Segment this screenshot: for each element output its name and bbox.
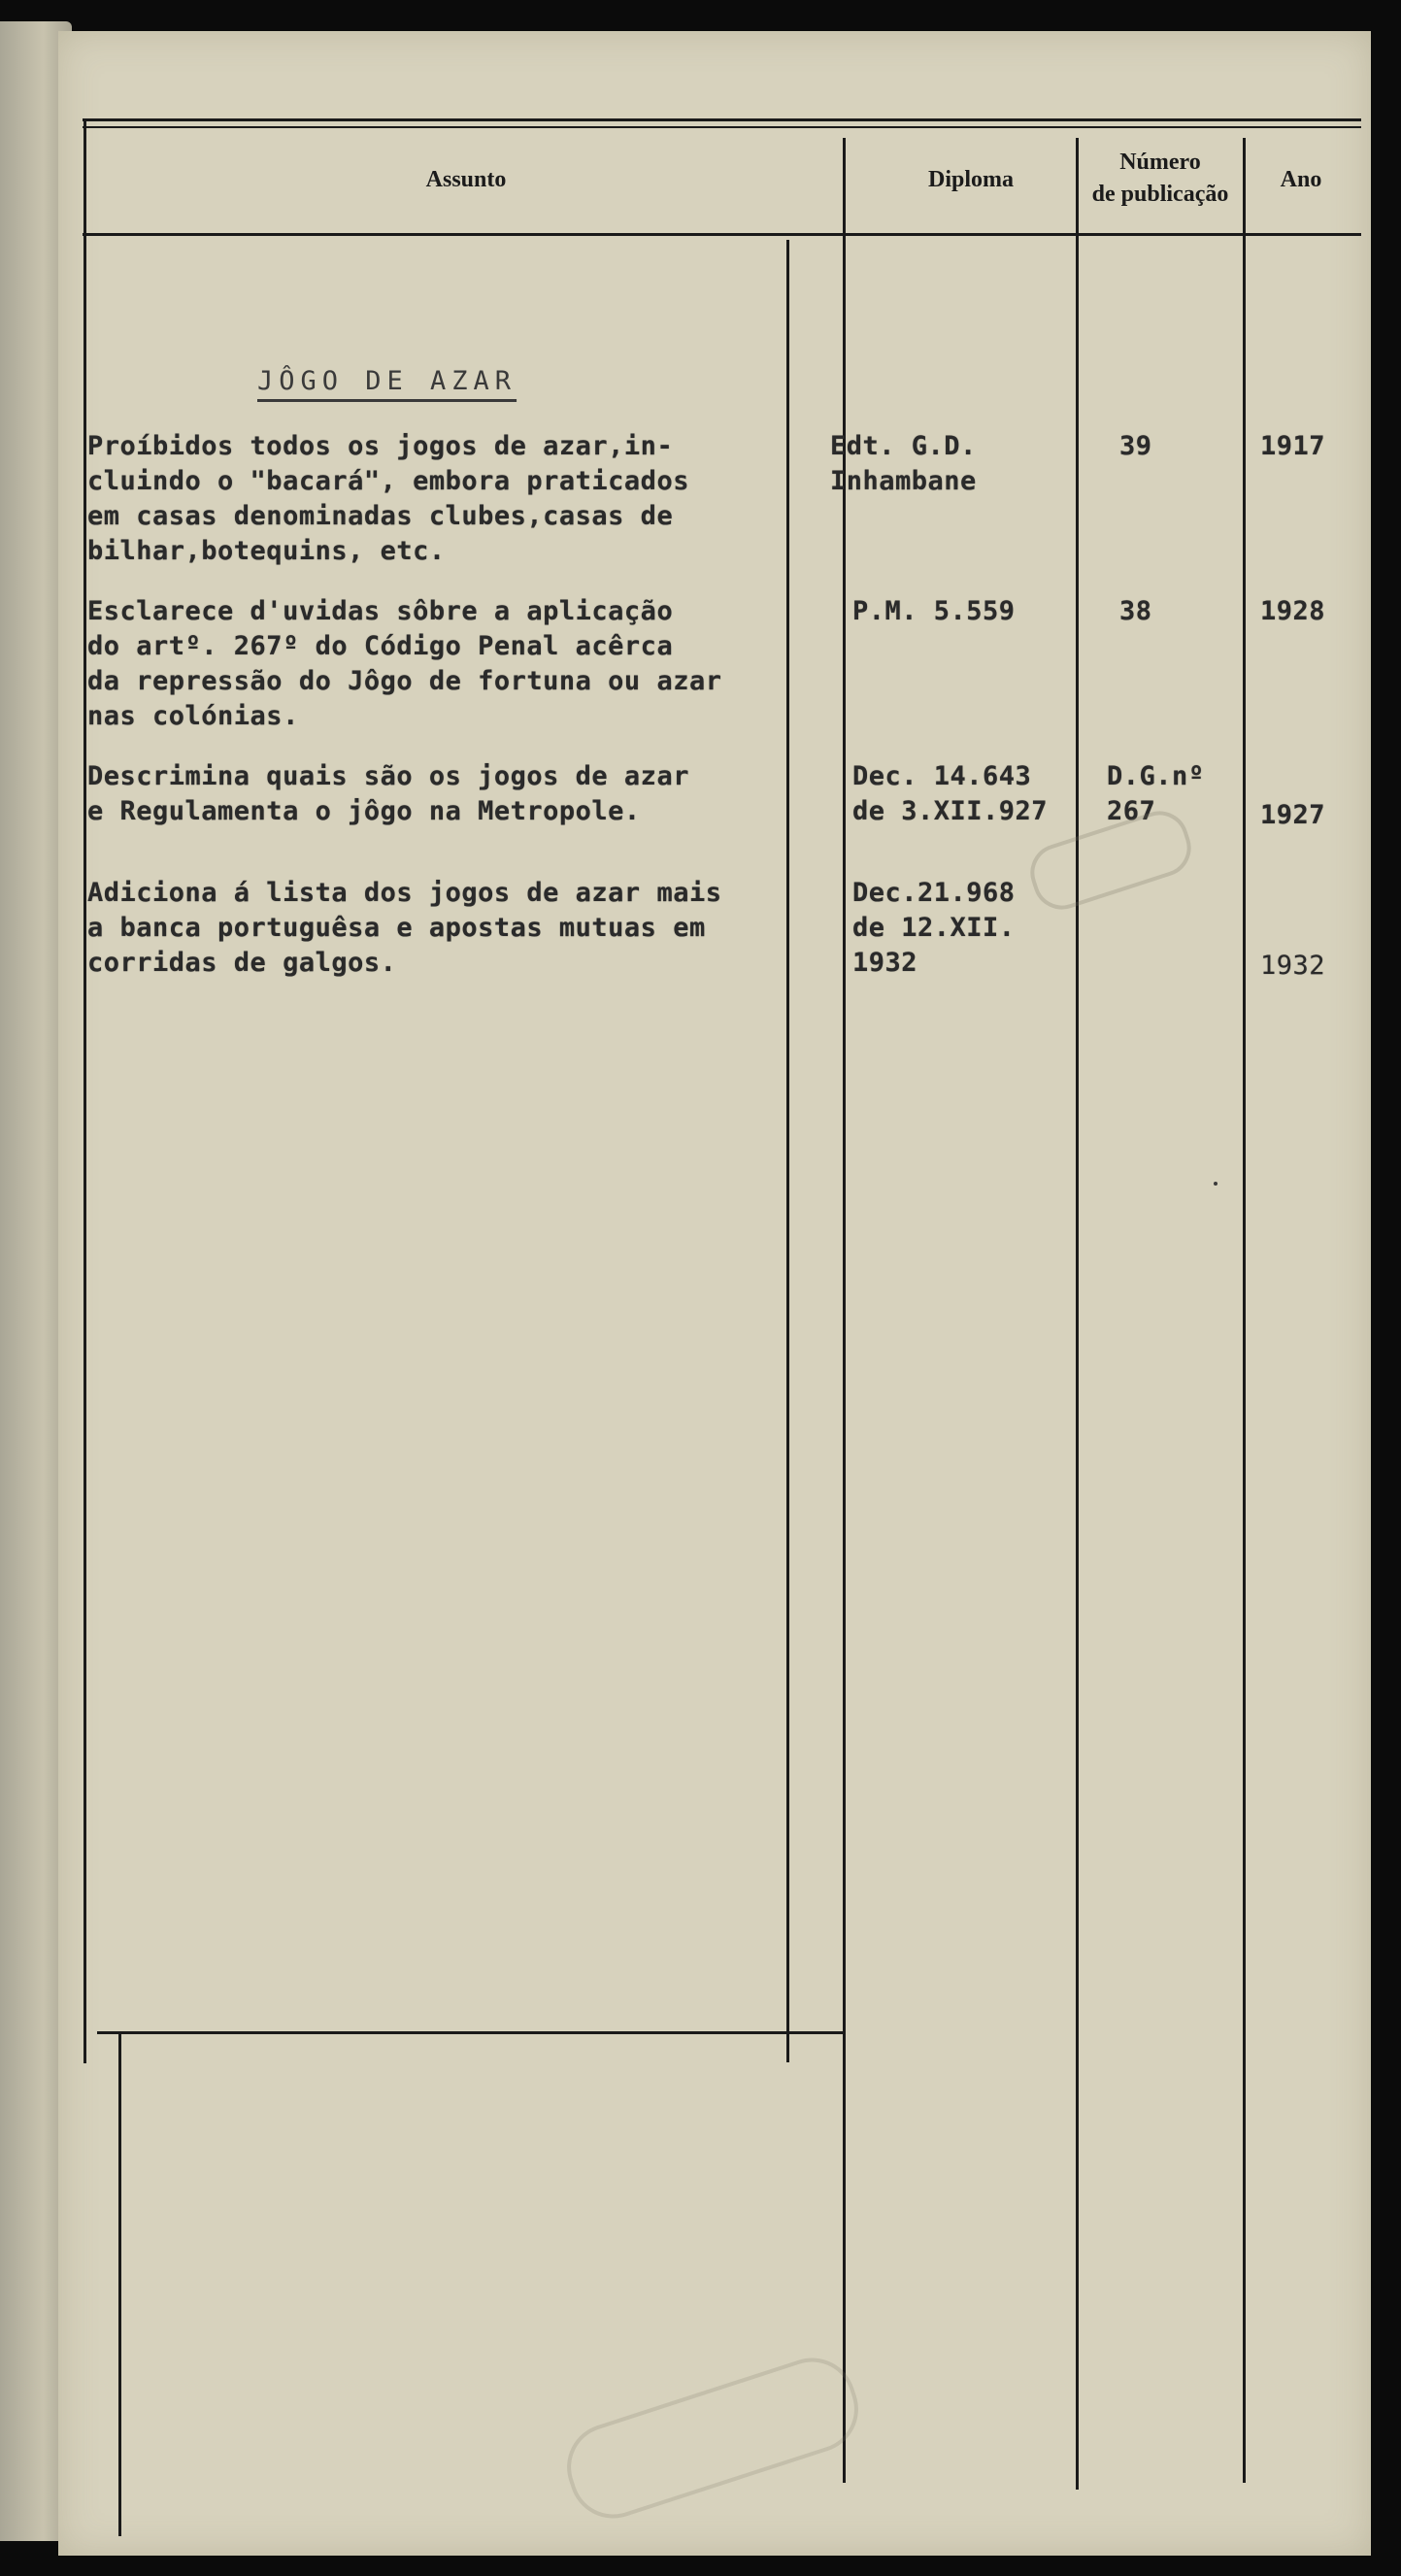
column-rule-left [83, 121, 86, 2063]
row-1-numero: 39 [1119, 431, 1152, 461]
row-3-diploma: Dec. 14.643 de 3.XII.927 [852, 761, 1049, 826]
row-4-diploma: Dec.21.968 de 12.XII. 1932 [852, 878, 1016, 978]
row-4-assunto: Adiciona á lista dos jogos de azar mais a banca portuguêsa e apostas mutuas em corridas de galgos. [87, 878, 722, 978]
top-rule-2 [83, 126, 1361, 128]
header-numero-line2: de publicação [1091, 182, 1229, 207]
row-3-assunto: Descrimina quais são os jogos de azar e Regulamenta o jôgo na Metropole. [87, 761, 689, 826]
header-ano: Ano [1280, 167, 1322, 192]
header-rule [83, 233, 1361, 236]
top-rule [83, 118, 1361, 121]
section-heading: JÔGO DE AZAR [257, 366, 517, 396]
row-3-numero: D.G.nº 267 [1107, 761, 1205, 826]
header-diploma: Diploma [927, 167, 1014, 192]
row-1-diploma: Edt. G.D. Inhambane [830, 431, 977, 496]
lower-box-top-rule [97, 2031, 843, 2034]
column-rule-numero [1076, 138, 1079, 2490]
bleed-through-stamp-mark-lower [555, 2347, 869, 2529]
header-assunto: Assunto [425, 167, 507, 192]
row-4-ano: 1932 [1260, 951, 1326, 981]
row-1-ano: 1917 [1260, 431, 1326, 461]
document-page [58, 31, 1371, 2556]
lower-box-left-rule [118, 2031, 121, 2536]
row-2-assunto: Esclarece d'uvidas sôbre a aplicação do artº. 267º do Código Penal acêrca da repressão do Jôgo de fortuna ou azar nas colónias. [87, 596, 722, 731]
ink-dot [1214, 1182, 1218, 1186]
row-2-diploma: P.M. 5.559 [852, 596, 1016, 626]
column-rule-ano [1243, 138, 1246, 2483]
row-2-ano: 1928 [1260, 596, 1326, 626]
row-1-assunto: Proíbidos todos os jogos de azar,in- cluindo o "bacará", embora praticados em casas denominadas clubes,casas de bilhar,botequins, etc. [87, 431, 689, 566]
row-2-numero: 38 [1119, 596, 1152, 626]
header-numero-line1: Número [1119, 150, 1201, 175]
column-rule-assunto-inner [786, 240, 789, 2062]
row-3-ano: 1927 [1260, 800, 1326, 830]
